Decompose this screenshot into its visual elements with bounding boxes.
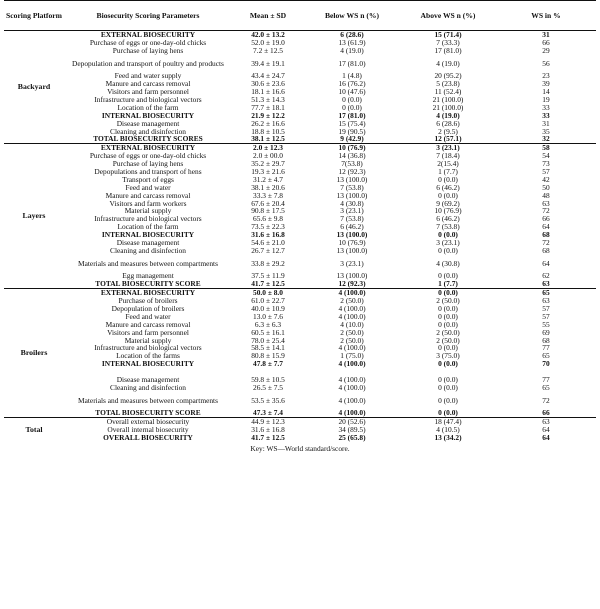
above-ws-cell: 15 (71.4) [400,31,496,39]
above-ws-cell: 2 (50.0) [436,335,460,345]
ws-percent-cell: 35 [542,126,550,136]
above-ws-cell: 0 (0.0) [438,245,458,255]
mean-sd-cell: 50.0 ± 8.0 [232,289,304,297]
parameter-cell: Purchase of laying hens [112,45,184,55]
parameter-cell: Infrastructure and biological vectors [94,214,202,224]
table-row [4,239,596,247]
above-ws-cell: 0 (0.0) [438,319,458,329]
parameter-cell: TOTAL BIOSECURITY SCORES [93,134,203,144]
mean-sd-cell: 31.2 ± 4.7 [253,174,283,184]
below-ws-cell: 3 (23.1) [340,206,364,216]
mean-sd-cell: 47.3 ± 7.4 [253,408,283,418]
parameter-cell: Cleaning and disinfection [110,382,186,392]
above-ws-cell: 2 (50.0) [436,327,460,337]
ws-percent-cell: 70 [542,359,550,369]
ws-percent-cell: 33 [542,110,550,120]
mean-sd-cell: 35.2 ± 29.7 [251,159,285,169]
above-ws-cell: 0 (0.0) [438,395,458,405]
mean-sd-cell: 39.4 ± 19.1 [251,58,285,68]
below-ws-cell: 6 (46.2) [340,222,364,232]
above-ws-cell: 0 (0.0) [438,303,458,313]
mean-sd-cell: 80.8 ± 15.9 [251,351,285,361]
mean-sd-cell: 38.1 ± 12.5 [251,134,285,144]
below-ws-cell: 7 (53.8) [340,182,364,192]
table-row [4,289,596,297]
ws-percent-cell: 77 [542,374,550,384]
below-ws-cell: 17 (81.0) [338,58,366,68]
mean-sd-cell: 41.7 ± 12.5 [251,433,285,443]
parameter-cell: TOTAL BIOSECURITY SCORE [95,408,201,418]
above-ws-cell: 9 (69.2) [436,198,460,208]
parameter-cell: Overall internal biosecurity [107,425,189,435]
below-ws-cell: 4 (100.0) [338,311,366,321]
below-ws-cell: 4 (19.0) [340,45,364,55]
below-ws-cell: 3 (23.1) [340,258,364,268]
table-row [4,112,596,120]
ws-percent-cell: 66 [542,408,550,418]
header-below-ws: Below WS n (%) [304,1,400,31]
mean-sd-cell: 77.7 ± 18.1 [251,102,285,112]
mean-sd-cell: 18.1 ± 16.6 [251,87,285,97]
mean-sd-cell: 26.7 ± 12.7 [251,245,285,255]
below-ws-cell: 4 (100.0) [338,343,366,353]
mean-sd-cell: 59.8 ± 10.5 [251,374,285,384]
mean-sd-cell: 18.8 ± 10.5 [251,126,285,136]
ws-percent-cell: 65 [496,289,596,297]
below-ws-cell: 4 (100.0) [338,382,366,392]
parameter-cell: Feed and water [125,182,171,192]
mean-sd-cell: 52.0 ± 19.0 [251,37,285,47]
parameter-cell: Egg management [122,271,174,281]
table-row [4,344,596,352]
mean-sd-cell: 2.0 ± 00.0 [253,151,283,161]
above-ws-cell: 4 (19.0) [436,110,460,120]
above-ws-cell: 0 (0.0) [438,359,458,369]
below-ws-cell: 13 (61.9) [338,37,366,47]
table-row [4,426,596,434]
below-ws-cell: 14 (36.8) [338,151,366,161]
table-row [4,352,596,360]
header-parameters: Biosecurity Scoring Parameters [64,1,232,31]
parameter-cell: Infrastructure and biological vectors [94,95,202,104]
table-body [4,31,596,442]
parameter-cell: Disease management [116,374,180,384]
parameter-cell: INTERNAL BIOSECURITY [101,110,195,120]
platform-label: Total [4,418,64,442]
below-ws-cell: 4 (100.0) [338,303,366,313]
below-ws-cell: 25 (65.8) [338,433,366,443]
below-ws-cell: 7(53.8) [341,159,363,169]
table-row [4,231,596,239]
mean-sd-cell: 60.5 ± 16.1 [251,327,285,337]
above-ws-cell: 2 (50.0) [436,296,460,306]
parameter-cell: Materials and measures between compartments [78,395,218,405]
parameter-cell: OVERALL BIOSECURITY [103,433,193,443]
parameter-cell: Purchase of eggs or one-day-old chicks [89,151,207,161]
above-ws-cell: 21 (100.0) [432,95,464,104]
platform-label: Layers [4,144,64,289]
above-ws-cell: 11 (52.4) [434,87,462,97]
above-ws-cell: 7 (18.4) [436,151,460,161]
below-ws-cell: 12 (92.3) [338,279,366,289]
table-row [4,297,596,305]
above-ws-cell: 6 (46.2) [436,214,460,224]
parameter-cell: Feed and water [125,311,171,321]
mean-sd-cell: 19.3 ± 21.6 [251,167,285,177]
below-ws-cell: 4 (100.0) [338,408,366,418]
mean-sd-cell: 47.8 ± 7.7 [253,359,283,369]
ws-percent-cell: 62 [542,271,550,281]
table-key: Key: WS—World standard/score. [250,443,350,453]
mean-sd-cell: 26.2 ± 16.6 [251,118,285,128]
table-row [4,418,596,426]
ws-percent-cell: 68 [542,335,550,345]
parameter-cell: Material supply [124,335,172,345]
above-ws-cell: 0 (0.0) [438,174,458,184]
table-row [4,135,596,143]
parameter-cell: Depopulation of broilers [111,303,185,313]
below-ws-cell: 4 (100.0) [304,289,400,297]
mean-sd-cell: 44.9 ± 12.3 [232,418,304,426]
ws-percent-cell: 50 [542,182,550,192]
ws-percent-cell: 64 [542,433,550,443]
parameter-cell: Manure and carcass removal [105,190,191,200]
parameter-cell: Transport of eggs [122,174,174,184]
ws-percent-cell: 19 [542,95,550,104]
ws-percent-cell: 63 [542,198,550,208]
parameter-cell: Feed and water supply [114,71,182,81]
parameter-cell: Visitors and farm workers [109,198,187,208]
mean-sd-cell: 31.6 ± 16.8 [251,230,285,240]
below-ws-cell: 13 (100.0) [336,245,368,255]
below-ws-cell: 2 (50.0) [340,327,364,337]
table-row [4,280,596,288]
mean-sd-cell: 30.6 ± 23.6 [251,79,285,89]
mean-sd-cell: 42.0 ± 13.2 [232,31,304,39]
platform-label: Backyard [4,31,64,144]
above-ws-cell: 7 (33.3) [436,37,460,47]
table-row [4,152,596,160]
parameter-cell: Visitors and farm personnel [107,327,189,337]
below-ws-cell: 1 (4.8) [342,71,362,81]
parameter-cell: Purchase of eggs or one-day-old chicks [89,37,207,47]
parameter-cell: Location of the farm [117,222,179,232]
parameter-cell: Purchase of broilers [118,296,178,306]
ws-percent-cell: 63 [542,279,550,289]
table-row [4,321,596,329]
parameter-cell: INTERNAL BIOSECURITY [101,230,195,240]
table-row [4,207,596,215]
above-ws-cell: 17 (81.0) [434,45,462,55]
below-ws-cell: 10 (76.9) [304,144,400,152]
below-ws-cell: 4 (100.0) [338,359,366,369]
below-ws-cell: 2 (50.0) [340,335,364,345]
ws-percent-cell: 65 [542,351,550,361]
table-row [4,168,596,176]
ws-percent-cell: 39 [542,79,550,89]
above-ws-cell: 21 (100.0) [432,102,464,112]
above-ws-cell: 6 (28.6) [436,118,460,128]
table-row [4,160,596,168]
below-ws-cell: 10 (76.9) [338,238,366,248]
above-ws-cell: 1 (7.7) [438,167,458,177]
mean-sd-cell: 33.8 ± 29.2 [251,258,285,268]
table-row [4,80,596,88]
below-ws-cell: 6 (28.6) [304,31,400,39]
table-row [4,409,596,417]
table-row [4,336,596,344]
table-row [4,305,596,313]
below-ws-cell: 4 (100.0) [338,374,366,384]
below-ws-cell: 4 (30.8) [340,198,364,208]
below-ws-cell: 0 (0.0) [342,102,362,112]
ws-percent-cell: 64 [542,258,550,268]
table-header [4,1,596,31]
above-ws-cell: 0 (0.0) [400,289,496,297]
above-ws-cell: 0 (0.0) [438,382,458,392]
table-row [4,184,596,192]
above-ws-cell: 18 (47.4) [400,418,496,426]
parameter-cell: Cleaning and disinfection [110,126,186,136]
table-row [4,96,596,104]
below-ws-cell: 34 (89.5) [338,425,366,435]
ws-percent-cell: 14 [542,87,550,97]
above-ws-cell: 3 (23.1) [436,238,460,248]
table-row [4,272,596,280]
parameter-cell: Manure and carcass removal [105,79,191,89]
table-row [4,329,596,337]
parameter-cell: Manure and carcass removal [105,319,191,329]
below-ws-cell: 13 (100.0) [336,174,368,184]
above-ws-cell: 0 (0.0) [438,311,458,321]
above-ws-cell: 4 (19.0) [436,58,460,68]
below-ws-cell: 12 (92.3) [338,167,366,177]
table-row [4,255,596,273]
below-ws-cell: 9 (42.9) [340,134,364,144]
above-ws-cell: 2 (9.5) [438,126,458,136]
mean-sd-cell: 33.3 ± 7.8 [253,190,283,200]
above-ws-cell: 10 (76.9) [434,206,462,216]
parameter-cell: Infrastructure and biological vectors [94,343,202,353]
mean-sd-cell: 26.5 ± 7.5 [253,382,283,392]
table-row [4,223,596,231]
above-ws-cell: 6 (46.2) [436,182,460,192]
platform-label: Broilers [4,289,64,418]
table-row [4,215,596,223]
parameter-cell: Location of the farms [116,351,180,361]
biosecurity-table [4,0,596,442]
ws-percent-cell: 72 [542,395,550,405]
above-ws-cell: 4 (10.5) [436,425,460,435]
above-ws-cell: 3 (23.1) [400,144,496,152]
parameter-cell: Depopulation and transport of poultry and products [72,58,224,68]
ws-percent-cell: 57 [542,167,550,177]
parameter-cell: EXTERNAL BIOSECURITY [64,144,232,152]
table-row [4,176,596,184]
table-row [4,55,596,73]
table-row [4,72,596,80]
below-ws-cell: 17 (81.0) [338,110,366,120]
header-platform: Scoring Platform [4,1,64,31]
above-ws-cell: 0 (0.0) [438,408,458,418]
mean-sd-cell: 65.6 ± 9.8 [253,214,283,224]
table-row [4,434,596,442]
below-ws-cell: 13 (100.0) [336,271,368,281]
header-mean-sd: Mean ± SD [232,1,304,31]
below-ws-cell: 10 (47.6) [338,87,366,97]
above-ws-cell: 0 (0.0) [438,271,458,281]
below-ws-cell: 16 (76.2) [338,79,366,89]
above-ws-cell: 7 (53.8) [436,222,460,232]
parameter-cell: Location of the farm [117,102,179,112]
ws-percent-cell: 57 [542,303,550,313]
table-row [4,384,596,392]
above-ws-cell: 3 (75.0) [436,351,460,361]
ws-percent-cell: 63 [496,418,596,426]
ws-percent-cell: 57 [542,311,550,321]
above-ws-cell: 0 (0.0) [438,374,458,384]
table-row [4,247,596,255]
ws-percent-cell: 68 [542,230,550,240]
above-ws-cell: 0 (0.0) [438,190,458,200]
below-ws-cell: 4 (10.0) [340,319,364,329]
ws-percent-cell: 56 [542,58,550,68]
table-row [4,88,596,96]
table-row [4,120,596,128]
mean-sd-cell: 58.5 ± 14.1 [251,343,285,353]
table-row [4,47,596,55]
above-ws-cell: 20 (95.2) [434,71,462,81]
parameter-cell: Purchase of laying hens [112,159,184,169]
mean-sd-cell: 43.4 ± 24.7 [251,71,285,81]
ws-percent-cell: 31 [496,31,596,39]
parameter-cell: Materials and measures between compartments [78,258,218,268]
above-ws-cell: 13 (34.2) [434,433,462,443]
below-ws-cell: 2 (50.0) [340,296,364,306]
ws-percent-cell: 72 [542,238,550,248]
parameter-cell: INTERNAL BIOSECURITY [101,359,195,369]
parameter-cell: EXTERNAL BIOSECURITY [64,289,232,297]
mean-sd-cell: 7.2 ± 12.5 [253,45,283,55]
below-ws-cell: 7 (53.8) [340,214,364,224]
ws-percent-cell: 23 [542,71,550,81]
parameter-cell: TOTAL BIOSECURITY SCORE [95,279,201,289]
mean-sd-cell: 21.9 ± 12.2 [251,110,285,120]
ws-percent-cell: 58 [496,144,596,152]
ws-percent-cell: 68 [542,245,550,255]
mean-sd-cell: 6.3 ± 6.3 [254,319,282,329]
ws-percent-cell: 77 [542,343,550,353]
ws-percent-cell: 32 [542,134,550,144]
ws-percent-cell: 33 [542,102,550,112]
ws-percent-cell: 66 [542,37,550,47]
mean-sd-cell: 37.5 ± 11.9 [251,271,285,281]
above-ws-cell: 1 (7.7) [438,279,458,289]
above-ws-cell: 12 (57.1) [434,134,462,144]
mean-sd-cell: 61.0 ± 22.7 [251,296,285,306]
parameter-cell: Material supply [124,206,172,216]
below-ws-cell: 13 (100.0) [336,190,368,200]
below-ws-cell: 4 (100.0) [338,395,366,405]
table-row [4,313,596,321]
ws-percent-cell: 31 [542,118,550,128]
below-ws-cell: 0 (0.0) [342,95,362,104]
parameter-cell: EXTERNAL BIOSECURITY [64,31,232,39]
below-ws-cell: 1 (75.0) [340,351,364,361]
mean-sd-cell: 90.8 ± 17.5 [251,206,285,216]
mean-sd-cell: 54.6 ± 21.0 [251,238,285,248]
table-row [4,392,596,410]
parameter-cell: Depopulations and transport of hens [94,167,202,177]
mean-sd-cell: 41.7 ± 12.5 [251,279,285,289]
ws-percent-cell: 66 [542,214,550,224]
table-row [4,104,596,112]
ws-percent-cell: 55 [542,319,550,329]
mean-sd-cell: 2.0 ± 12.3 [232,144,304,152]
ws-percent-cell: 48 [542,190,550,200]
parameter-cell: Visitors and farm personnel [107,87,189,97]
below-ws-cell: 20 (52.6) [304,418,400,426]
above-ws-cell: 4 (30.8) [436,258,460,268]
parameter-cell: Overall external biosecurity [64,418,232,426]
ws-percent-cell: 54 [542,151,550,161]
below-ws-cell: 19 (90.5) [338,126,366,136]
table-row [4,360,596,368]
mean-sd-cell: 78.0 ± 25.4 [251,335,285,345]
above-ws-cell: 5 (23.8) [436,79,460,89]
ws-percent-cell: 73 [542,159,550,169]
above-ws-cell: 2(15.4) [437,159,459,169]
mean-sd-cell: 38.1 ± 20.6 [251,182,285,192]
mean-sd-cell: 73.5 ± 22.3 [251,222,285,232]
below-ws-cell: 13 (100.0) [336,230,368,240]
ws-percent-cell: 65 [542,382,550,392]
table-row [4,39,596,47]
ws-percent-cell: 72 [542,206,550,216]
table-row [4,200,596,208]
mean-sd-cell: 51.3 ± 14.3 [251,95,285,104]
ws-percent-cell: 69 [542,327,550,337]
ws-percent-cell: 64 [542,425,550,435]
mean-sd-cell: 31.6 ± 16.8 [251,425,285,435]
ws-percent-cell: 42 [542,174,550,184]
ws-percent-cell: 63 [542,296,550,306]
parameter-cell: Disease management [116,118,180,128]
table-row [4,368,596,376]
table-row [4,192,596,200]
parameter-cell: Cleaning and disinfection [110,245,186,255]
above-ws-cell: 0 (0.0) [438,230,458,240]
table-row [4,376,596,384]
ws-percent-cell: 29 [542,45,550,55]
mean-sd-cell: 40.0 ± 10.9 [251,303,285,313]
above-ws-cell: 0 (0.0) [438,343,458,353]
parameter-cell: Disease management [116,238,180,248]
mean-sd-cell: 13.0 ± 7.6 [253,311,283,321]
header-ws-percent: WS in % [496,1,596,31]
ws-percent-cell: 64 [542,222,550,232]
below-ws-cell: 15 (75.4) [338,118,366,128]
mean-sd-cell: 67.6 ± 20.4 [251,198,285,208]
header-above-ws: Above WS n (%) [400,1,496,31]
mean-sd-cell: 53.5 ± 35.6 [251,395,285,405]
